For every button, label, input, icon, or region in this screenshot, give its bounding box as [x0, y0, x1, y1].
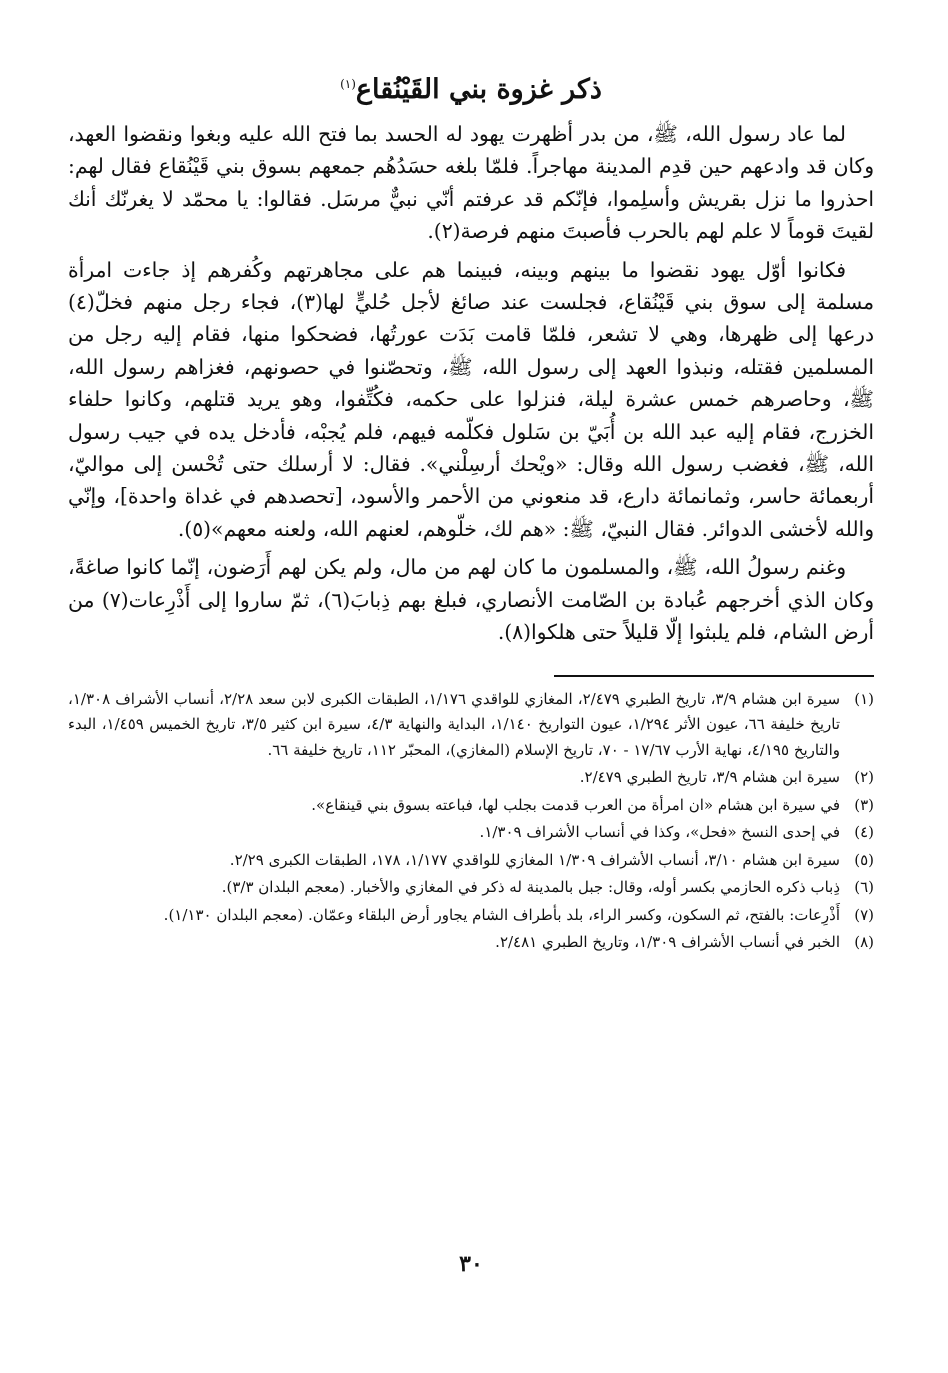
footnote-number: (٤) — [854, 823, 874, 841]
footnote-number: (٣) — [854, 795, 874, 814]
footnote-number: (٦) — [854, 878, 874, 896]
footnote-text: سيرة ابن هشام ٣/٩، تاريخ الطبري ٢/٤٧٩. — [579, 768, 840, 786]
footnote-text: ذِباب ذكره الحازمي بكسر أوله، وقال: جبل بالمدينة له ذكر في المغازي والأخبار. (معجم البلدان ٣/٣). — [221, 878, 840, 896]
footnote — [68, 765, 874, 791]
footnote-text: سيرة ابن هشام ٣/١٠، أنساب الأشراف ١/٣٠٩ المغازي للواقدي ١/١٧٧، ١٧٨، الطبقات الكبرى ٢/٢٩. — [229, 850, 840, 869]
footnote — [68, 820, 874, 846]
footnote-number: (٥) — [854, 850, 874, 869]
paragraph-1: لما عاد رسول الله، ﷺ، من بدر أظهرت يهود له الحسد بما فتح الله عليه وبغوا ونقضوا العهد، وكان قد وادعهم حين قدِم المدينة مهاجراً. فلمّا بلغه حسَدُهُم جمعهم بسوق بني قَيْنُقاع فقال لهم: احذروا ما نزل بقريش وأسلِموا، فإنّكم قد عرفتم أنّي نبيٌّ مرسَل. فقالوا: يا محمّد لا يغرنّك أنك لقيتَ قوماً لا علم لهم بالحرب فأصبتَ منهم فرصة(٢). — [68, 122, 874, 244]
footnote — [68, 903, 874, 929]
book-page — [68, 58, 874, 1348]
footnote — [68, 875, 874, 901]
footnote-number: (٢) — [854, 768, 874, 786]
title-text: ذكر غزوة بني القَيْنُقاع — [355, 74, 602, 105]
footnote-separator — [554, 675, 874, 677]
footnote-text: أَذْرِعات: بالفتح، ثم السكون، وكسر الراء، بلد بأطراف الشام يجاور أرض البلقاء وعمّان. (معجم البلدان ١/١٣٠). — [163, 905, 840, 924]
footnote-number: (١) — [854, 689, 874, 708]
footnote — [68, 930, 874, 956]
main-text — [68, 118, 874, 649]
footnote-text: سيرة ابن هشام ٣/٩، تاريخ الطبري ٢/٤٧٩، المغازي للواقدي ١/١٧٦، الطبقات الكبرى لابن سعد ٢/٢٨، أنساب الأشراف ١/٣٠٨، تاريخ خليفة ٦٦، عيون الأثر ١/٢٩٤، عيون التواريخ ١/١٤٠، البداية والنهاية ٤/٣، سيرة ابن كثير ٣/٥، تاريخ الخميس ١/٤٥٩، البدء والتاريخ ٤/١٩٥، نهاية الأرب ١٧/٦٧ - ٧٠، تاريخ الإسلام (المغازي)، المحبّر ١١٢، تاريخ خليفة ٦٦. — [68, 689, 841, 759]
footnote — [68, 848, 874, 874]
page-title — [68, 58, 874, 110]
footnote-text: في سيرة ابن هشام «ان امرأة من العرب قدمت بجلب لها، فباعته بسوق بني قينقاع». — [311, 795, 840, 814]
footnote-text: الخبر في أنساب الأشراف ١/٣٠٩، وتاريخ الطبري ٢/٤٨١. — [495, 933, 840, 951]
footnote — [68, 793, 874, 819]
title-footnote-ref: (١) — [340, 77, 356, 91]
footnote-number: (٧) — [854, 905, 874, 924]
paragraph-3: وغنم رسولُ الله، ﷺ، والمسلمون ما كان لهم من مال، ولم يكن لهم أَرَضون، إنّما كانوا صاغةً، وكان الذي أخرجهم عُبادة بن الصّامت الأنصاري، فبلغ بهم ذِبابَ(٦)، ثمّ ساروا إلى أَذْرِعات(٧) من أرض الشام، فلم يلبثوا إلّا قليلاً حتى هلكوا(٨). — [68, 555, 874, 645]
footnote-number: (٨) — [854, 933, 874, 951]
paragraph-2: فكانوا أوّل يهود نقضوا ما بينهم وبينه، فبينما هم على مجاهرتهم وكُفرهم إذ جاءت امرأة مسلمة إلى سوق بني قَيْنُقاع، فجلست عند صائغ لأجل حُليٍّ لها(٣)، فجاء رجل منهم فخلّ(٤) درعها إلى ظهرها، وهي لا تشعر، فلمّا قامت بَدَت عورتُها، فضحكوا منها، فقام إليه رجل من المسلمين فقتله، ونبذوا العهد إلى رسول الله، ﷺ، وتحصّنوا في حصونهم، فغزاهم رسول الله، ﷺ، وحاصرهم خمس عشرة ليلة، فنزلوا على حكمه، فكُتِّفوا، وهو يريد قتلهم، وكانوا حلفاء الخزرج، فقام إليه عبد الله بن أُبَيّ بن سَلول فكلّمه فيهم، فلم يُجبْه، فأدخل يده في جيب رسول الله، ﷺ، فغضب رسول الله وقال: «ويْحك أرسِلْني». فقال: لا أرسلك حتى تُحْسن إلى مواليّ، أربعمائة حاسر، وثمانمائة دارع، قد منعوني من الأحمر والأسود، [تحصدهم في غداة واحدة]، وإنّي والله لأخشى الدوائر. فقال النبيّ، ﷺ: «هم لك، خلّوهم، لعنهم الله، ولعنه معهم»(٥). — [68, 257, 875, 541]
page-number: ٣٠ — [459, 1251, 483, 1277]
footnotes — [68, 687, 874, 956]
footnote — [68, 687, 874, 764]
footnote-text: في إحدى النسخ «فحل»، وكذا في أنساب الأشراف ١/٣٠٩. — [479, 823, 840, 841]
